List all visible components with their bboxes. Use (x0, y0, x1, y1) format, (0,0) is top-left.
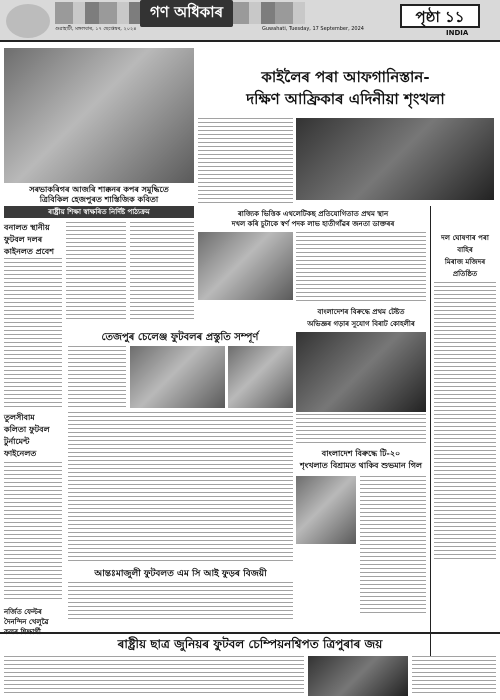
main-headline-line1: কাইলৈৰ পৰা আফগানিস্তান- (261, 68, 430, 86)
kohli-text (296, 414, 426, 444)
awards-photo (4, 48, 194, 183)
main-headline-line2: দক্ষিণ আফ্ৰিকাৰ এদিনীয়া শৃংখলা (246, 90, 445, 108)
lower-left-1: তুলসীবাম (4, 412, 35, 422)
kohli-photo (296, 332, 426, 412)
athletics-headline-2: দখল কৰি চুটাকে স্বৰ্ণ পদক লাভ হাতীগাঁৱৰ জনতা ডাক্তৰৰ (231, 219, 395, 228)
right-col-4: প্ৰতিষ্ঠিত (452, 269, 478, 278)
left-section-bar: ৰাষ্ট্ৰীয় শিক্ষা স্বাক্ষৰিত নিৰ্দিষ্ট পাঠ্যক্ৰম (4, 206, 194, 218)
bottom-photo (308, 656, 408, 696)
newspaper-title: গণ অধিকাৰ (140, 0, 233, 27)
gill-text (360, 476, 426, 616)
tezpur-text-small (68, 346, 126, 408)
lower-left-3: টুৰ্নামেন্ট (4, 436, 30, 446)
inter-majuli-text (68, 582, 293, 622)
date-assamese: গুৱাহাটী, মঙ্গলবাৰ, ১৭ ছেপ্তেম্বৰ, ২০২৪ (55, 26, 137, 32)
awards-caption-1: সৰভাকৰিগৰ আজৰি শাক্কনৰ কপৰ সমুদ্ধিতে (29, 184, 169, 194)
kohli-headline-1: বাংলাদেশৰ বিৰুদ্ধে প্ৰথম টেষ্টত (317, 307, 405, 316)
lower-left-text (4, 462, 62, 602)
left-column-text (4, 258, 62, 408)
right-column-text (434, 282, 496, 562)
inter-majuli-headline: আন্তঃমাজুলী ফুটবলত এম সি আই ফুড়ৰ বিজয়ী (94, 569, 267, 579)
right-col-3: মিৰাজ মজিদৰ (444, 257, 486, 266)
right-col-2: বাহিৰ (457, 245, 473, 254)
left-sub-1: বনালত স্থানীয় (4, 222, 50, 232)
column-divider (430, 206, 431, 656)
date-english: Guwahati, Tuesday, 17 September, 2024 (262, 26, 364, 32)
cricket-team-photo (296, 118, 494, 200)
bottom-left-1: নৰ্জিত ফেল্টৰ (4, 607, 42, 616)
athletics-headline-1: ৰাজ্যিক ভিত্তিক এথলেটিকছ প্ৰতিযোগিতাত প্ৰথম স্থান (237, 209, 389, 218)
gill-headline-1: বাংলাদেশ বিৰুদ্ধে টি-২০ (321, 448, 401, 458)
lower-left-4: ফাইনেলত (4, 448, 37, 458)
gill-photo (296, 476, 356, 544)
bottom-right-text (412, 656, 496, 696)
column2-text (66, 222, 126, 322)
bottom-article-text (4, 656, 304, 696)
lower-left-2: কলিতা ফুটবল (4, 424, 50, 434)
left-sub-3: কাইনলত প্ৰবেশ (4, 246, 54, 256)
main-article-text-2 (198, 190, 293, 205)
tezpur-photo-left (130, 346, 225, 408)
athletics-text (296, 232, 426, 302)
kohli-headline-2: অভিজ্ঞৰ গড়াৰ সুযোগ বিৰাট কোহলীৰ (307, 319, 415, 328)
tezpur-headline: তেজপুৰ চেলেঞ্জ ফুটবলৰ প্ৰস্তুতি সম্পূৰ্ণ (101, 332, 259, 343)
tezpur-body-text (68, 412, 293, 562)
awards-caption-2: ত্ৰিবিকিল হেজপুৰত শাস্তিজিক কবিতা (39, 194, 159, 204)
athletics-photo (198, 232, 293, 300)
main-article-text (198, 118, 293, 188)
column3-text (130, 222, 194, 322)
left-sub-2: ফুটবল দলৰ (4, 234, 43, 244)
gill-headline-2: শৃংখলাত বিশ্ৰামত থাকিব শুভমান গিল (300, 460, 422, 470)
newspaper-logo-icon (6, 4, 50, 38)
masthead-subtitle: INDIA (446, 29, 469, 37)
tezpur-photo-right (228, 346, 293, 408)
page-number: পৃষ্ঠা ১১ (400, 4, 480, 28)
bottom-left-2: দৈনন্দিন খেলুৱৈ (4, 617, 49, 626)
right-col-1: দল ঘোষণাৰ পৰা (441, 233, 489, 242)
bottom-rule (0, 632, 500, 634)
bottom-headline: ৰাষ্ট্ৰীয় ছাত্ৰ জুনিয়ৰ ফুটবল চেম্পিয়নশ্বিপত ত্ৰিপুৰাৰ জয় (117, 637, 383, 651)
